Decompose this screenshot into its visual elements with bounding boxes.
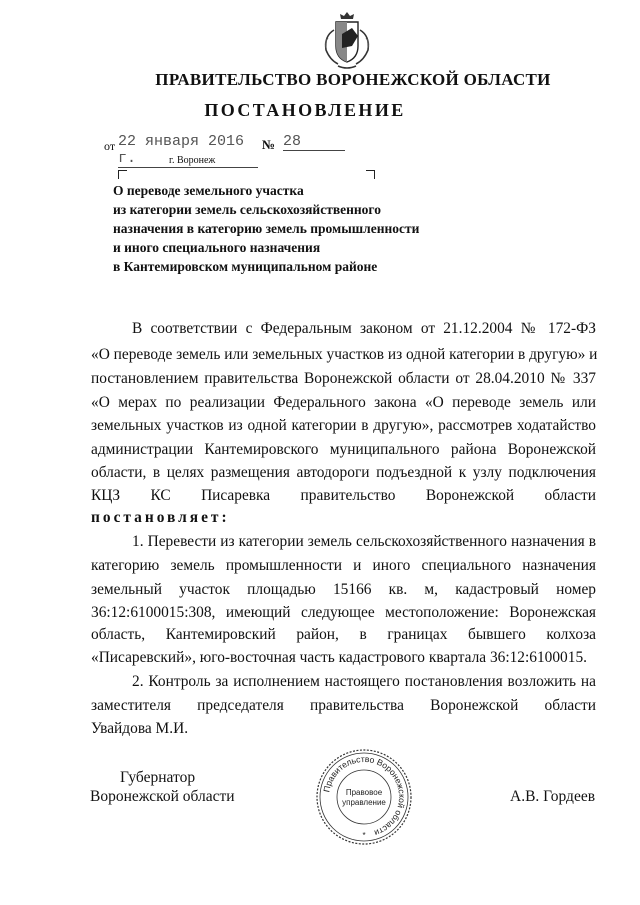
subject-line: назначения в категорию земель промышленности: [113, 221, 420, 236]
preamble-line: земельных участков из одной категории в другую», рассмотрев ходатайство: [91, 417, 596, 434]
coat-of-arms-icon: [318, 8, 376, 72]
item2-line: 2. Контроль за исполнением настоящего постановления возложить на: [132, 673, 596, 690]
preamble-line: В соответствии с Федеральным законом от 21.12.2004 № 172-ФЗ: [132, 320, 596, 337]
document-date: 22 января 2016 г.: [118, 133, 258, 168]
document-city: г. Воронеж: [169, 155, 216, 166]
signer-position: Губернатор: [120, 769, 196, 786]
preamble-line: постановлением правительства Воронежской области от 28.04.2010 № 337: [91, 370, 596, 387]
bracket-right-corner: [366, 170, 375, 179]
document-number: 28: [283, 133, 345, 151]
number-prefix: №: [262, 137, 276, 152]
document-subject: [113, 181, 433, 276]
subject-line: и иного специального назначения: [113, 240, 321, 255]
preamble-line: «О переводе земель или земельных участков из одной категории в другую» и: [91, 346, 598, 363]
subject-line: О переводе земельного участка: [113, 183, 304, 198]
preamble-line: КЦЗ КС Писаревка правительство Воронежской области: [91, 487, 596, 504]
bracket-left-corner: [118, 170, 127, 179]
government-name: ПРАВИТЕЛЬСТВО ВОРОНЕЖСКОЙ ОБЛАСТИ: [155, 70, 551, 89]
stamp-center-line: Правовое: [345, 788, 383, 797]
item1-line: «Писаревский», юго-восточная часть кадастрового квартала 36:12:6100015.: [91, 649, 587, 666]
preamble-line: области, в целях размещения автодороги подъездной к узлу подключения: [91, 464, 596, 481]
item1-line: область, Кантемировский район, в границах бывшего колхоза: [91, 626, 596, 643]
signer-name: А.В. Гордеев: [510, 788, 596, 805]
decree-word: постановляет:: [91, 509, 230, 526]
stamp-ring-text: Правительство Воронежской области: [321, 753, 408, 839]
signer-region: Воронежской области: [90, 788, 235, 805]
subject-line: в Кантемировском муниципальном районе: [113, 259, 378, 274]
official-stamp: [315, 748, 413, 846]
date-prefix: от: [104, 139, 116, 153]
item2-line: Увайдова М.И.: [91, 720, 189, 737]
item1-line: земельный участок площадью 15166 кв. м, кадастровый номер: [91, 581, 596, 598]
stamp-center-line: управление: [342, 798, 386, 807]
preamble-line: администрации Кантемировского муниципального района Воронежской: [91, 441, 596, 458]
item1-line: 36:12:6100015:308, имеющий следующее местоположение: Воронежская: [91, 604, 596, 621]
item2-line: заместителя председателя правительства Воронежской области: [91, 697, 596, 714]
signer-title: [90, 768, 235, 806]
item1-line: 1. Перевести из категории земель сельскохозяйственного назначения в: [132, 533, 596, 550]
stamp-star: *: [362, 831, 366, 840]
item1-line: категорию земель промышленности и иного специального назначения: [91, 557, 596, 574]
document-type: ПОСТАНОВЛЕНИЕ: [204, 100, 406, 120]
preamble-line: «О мерах по реализации Федерального закона «О переводе земель или: [91, 394, 596, 411]
subject-line: из категории земель сельскохозяйственного: [113, 202, 381, 217]
